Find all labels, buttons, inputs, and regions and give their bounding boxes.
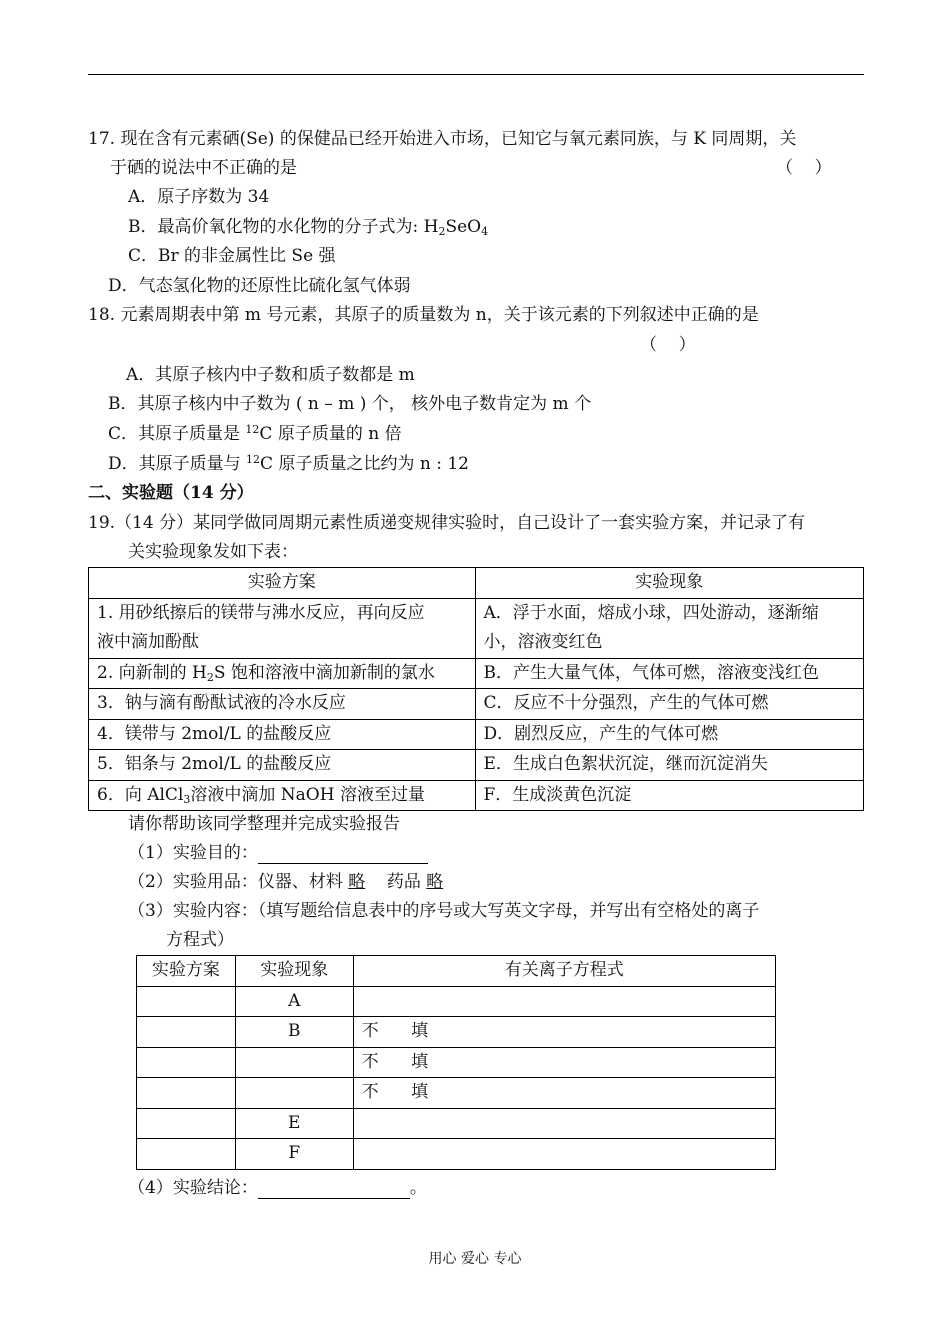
table2-plan-cell[interactable] [137, 1047, 236, 1078]
table-row [137, 1017, 776, 1048]
table2-phenom-cell: E [235, 1108, 353, 1139]
q19-part3-line1: （3）实验内容：（填写题给信息表中的序号或大写英文字母，并写出有空格处的离子 [128, 901, 760, 921]
q17-option-d: D．气态氢化物的还原性比硫化氢气体弱 [108, 276, 411, 296]
answer-blank-purpose[interactable] [258, 843, 428, 864]
table2-header-phenomenon: 实验现象 [235, 956, 353, 987]
q19-stem-line1: 19.（14 分）某同学做同周期元素性质递变规律实验时，自己设计了一套实验方案，并记录了有 [88, 513, 806, 533]
table-row [137, 1139, 776, 1170]
table2-equation-cell[interactable] [353, 1139, 775, 1170]
q17-stem-line1: 17. 现在含有元素硒(Se) 的保健品已经开始进入市场，已知它与氧元素同族，与 K 同周期，关 [88, 129, 797, 149]
q17-stem-line2: 于硒的说法中不正确的是 [110, 158, 297, 178]
q18-option-c: C．其原子质量是 $^{12}$C 原子质量的 n 倍 [108, 423, 402, 444]
q17-option-c: C．Br 的非金属性比 Se 强 [128, 246, 336, 266]
table1-plan-1: 1. 用砂纸擦后的镁带与沸水反应，再向反应 液中滴加酚酞 [89, 598, 476, 658]
table1-plan-6: 6．向 AlCl$_3$溶液中滴加 NaOH 溶液至过量 [89, 780, 476, 811]
table1-plan-5: 5．铝条与 2mol/L 的盐酸反应 [89, 750, 476, 781]
table2-header-plan: 实验方案 [137, 956, 236, 987]
q19-part4: （4）实验结论： 。 [128, 1178, 427, 1198]
table2-plan-cell[interactable] [137, 1017, 236, 1048]
section-heading: 二、实验题（14 分） [88, 483, 254, 503]
table1-phenom-b: B．产生大量气体，气体可燃，溶液变浅红色 [475, 658, 863, 689]
table1-phenom-a: A．浮于水面，熔成小球，四处游动，逐渐缩 小，溶液变红色 [475, 598, 863, 658]
table-row [137, 1047, 776, 1078]
table1-plan-4: 4．镁带与 2mol/L 的盐酸反应 [89, 719, 476, 750]
q18-option-b: B．其原子核内中子数为 ( n – m ) 个， 核外电子数肯定为 m 个 [108, 394, 592, 414]
q17-option-a: A．原子序数为 34 [128, 187, 270, 207]
q19-part1: （1）实验目的： [128, 842, 428, 864]
q19-stem-line2: 关实验现象发如下表： [128, 542, 298, 562]
q19-part2: （2）实验用品：仪器、材料 略 药品 略 [128, 872, 444, 892]
table1-phenom-c: C．反应不十分强烈，产生的气体可燃 [475, 689, 863, 720]
table2-header-equation: 有关离子方程式 [353, 956, 775, 987]
table1-plan-3: 3．钠与滴有酚酞试液的冷水反应 [89, 689, 476, 720]
page-footer: 用心 爱心 专心 [428, 1251, 522, 1267]
q18-option-d: D．其原子质量与 $^{12}$C 原子质量之比约为 n : 12 [108, 453, 469, 474]
table2-equation-cell: 不 填 [353, 1078, 775, 1109]
table2-plan-cell[interactable] [137, 1108, 236, 1139]
header-rule [88, 74, 864, 75]
table-row [137, 1078, 776, 1109]
experiment-report-table [136, 955, 776, 1170]
table1-phenom-f: F．生成淡黄色沉淀 [475, 780, 863, 811]
table2-equation-cell[interactable] [353, 1108, 775, 1139]
table2-phenom-cell[interactable] [235, 1078, 353, 1109]
table1-header-phenomenon: 实验现象 [475, 568, 863, 599]
q18-stem: 18. 元素周期表中第 m 号元素，其原子的质量数为 n，关于该元素的下列叙述中正确的是 [88, 305, 759, 325]
q19-help-text: 请你帮助该同学整理并完成实验报告 [128, 814, 400, 834]
q17-answer-paren: （ ） [776, 158, 832, 178]
table2-phenom-cell[interactable] [235, 1047, 353, 1078]
table2-equation-cell[interactable] [353, 986, 775, 1017]
table1-plan-2: 2. 向新制的 $H_2S$ 饱和溶液中滴加新制的氯水 [89, 658, 476, 689]
table2-plan-cell[interactable] [137, 1139, 236, 1170]
q19-part3-line2: 方程式） [166, 930, 234, 950]
table2-phenom-cell: A [235, 986, 353, 1017]
experiment-info-table [88, 567, 864, 811]
q18-option-a: A．其原子核内中子数和质子数都是 m [126, 365, 415, 385]
table1-phenom-d: D．剧烈反应，产生的气体可燃 [475, 719, 863, 750]
answer-blank-conclusion[interactable] [258, 1178, 410, 1199]
table2-equation-cell: 不 填 [353, 1017, 775, 1048]
table2-phenom-cell: B [235, 1017, 353, 1048]
q17-option-b: B．最高价氧化物的水化物的分子式为: $H_2SeO_4$ [128, 217, 489, 238]
table1-phenom-e: E．生成白色絮状沉淀，继而沉淀消失 [475, 750, 863, 781]
q18-answer-paren: （ ） [640, 335, 696, 355]
table2-plan-cell[interactable] [137, 1078, 236, 1109]
table-row [137, 1108, 776, 1139]
table-row [137, 986, 776, 1017]
table1-header-plan: 实验方案 [89, 568, 476, 599]
table2-phenom-cell: F [235, 1139, 353, 1170]
table2-plan-cell[interactable] [137, 986, 236, 1017]
table2-equation-cell: 不 填 [353, 1047, 775, 1078]
